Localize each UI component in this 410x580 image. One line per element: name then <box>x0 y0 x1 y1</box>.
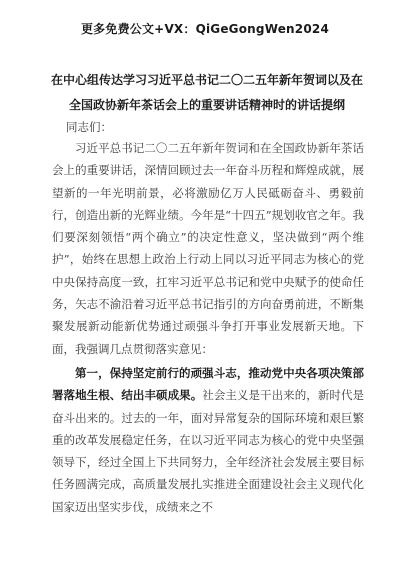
paragraph-text: 习近平总书记二〇二五年新年贺词和在全国政协新年茶话会上的重要讲话，深情回顾过去一年奋斗历程和辉煌成就，展望新的一年光明前景，必将激励亿万人民砥砺奋斗、勇毅前行，创造出新的光辉业绩。今年是“十四五”规划收官之年。我们要深刻领悟“两个确立”的决定性意义，坚决做到“两个维护”，始终在思想上政治上行动上同以习近平同志为核心的党中央保持高度一致，扛牢习近平总书记和党中央赋予的使命任务，矢志不渝沿着习近平总书记指引的方向奋勇前进，不断集聚发展新动能新优势通过顽强斗争打开事业发展新天地。下面，我强调几点贯彻落实意见： <box>52 141 364 356</box>
salutation: 同志们： <box>66 120 112 134</box>
promo-banner: 更多免费公文+VX：QiGeGongWen2024 <box>80 22 329 36</box>
paragraph-point-one <box>52 362 364 518</box>
paragraph-lead: 第一，保持坚定前行的顽强斗志，推动党中央各项决策部署落地生根、结出丰硕成果。 <box>52 365 364 403</box>
document-body <box>52 137 364 518</box>
paragraph-intro <box>52 137 364 360</box>
document-title: 在中心组传达学习习近平总书记二〇二五年新年贺词以及在全国政协新年茶话会上的重要讲话精神时的讲话提纲 <box>50 73 363 112</box>
paragraph-text: 社会主义是干出来的，新时代是奋斗出来的。过去的一年，面对异常复杂的国际环境和艰巨繁重的改革发展稳定任务，在以习近平同志为核心的党中央坚强领导下，经过全国上下共同努力，全年经济社会发展主要目标任务圆满完成，高质量发展扎实推进全面建设社会主义现代化国家迈出坚实步伐，成绩来之不 <box>52 388 364 514</box>
